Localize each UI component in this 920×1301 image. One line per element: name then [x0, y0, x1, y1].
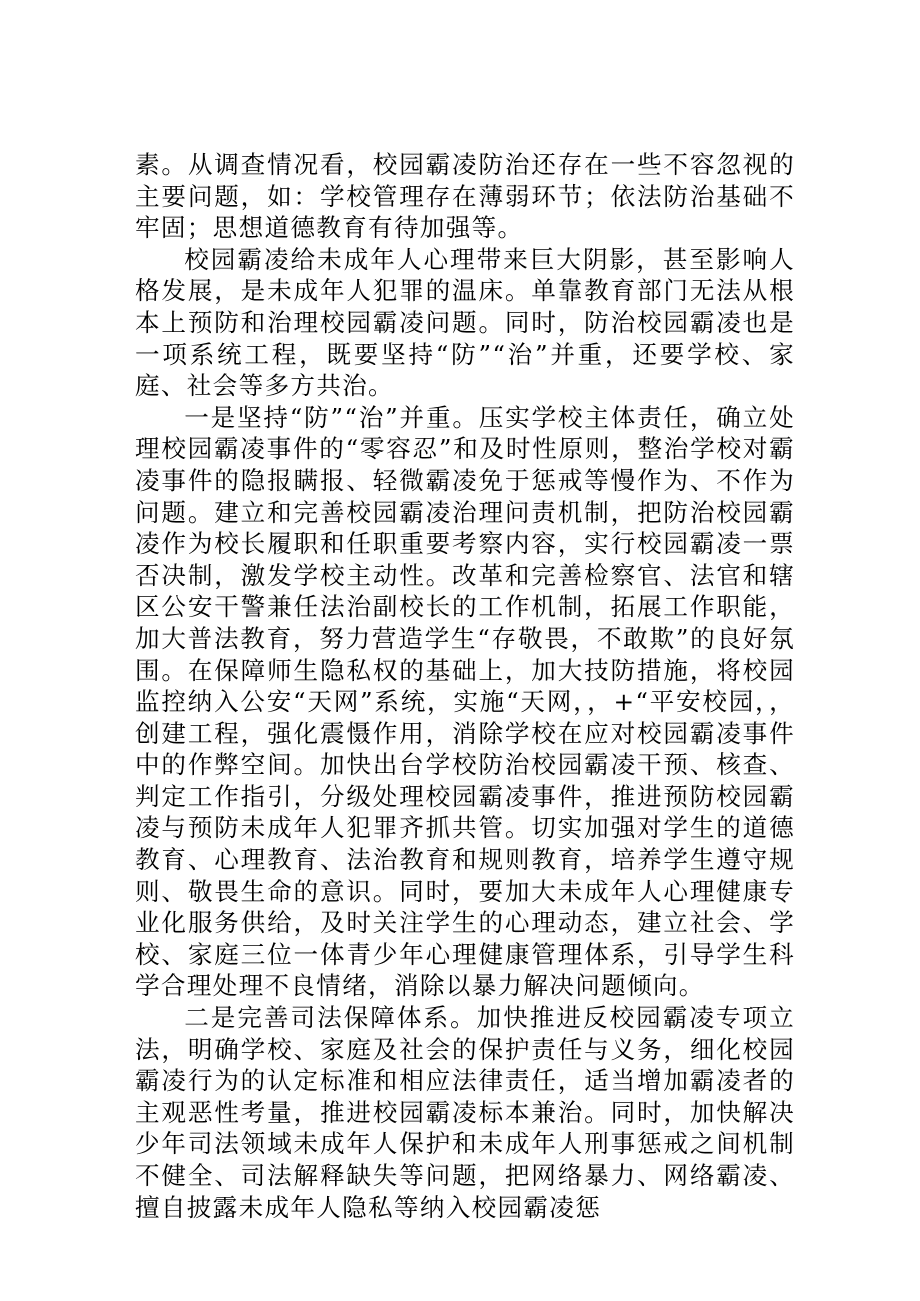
paragraph-4: 二是完善司法保障体系。加快推进反校园霸凌专项立法，明确学校、家庭及社会的保护责任与义务，细化校园霸凌行为的认定标准和相应法律责任，适当增加霸凌者的主观恶性考量，推进校园霸凌标本兼治。同时，加快解决少年司法领域未成年人保护和未成年人刑事惩戒之间机制不健全、司法解释缺失等问题，把网络暴力、网络霸凌、擅自披露未成年人隐私等纳入校园霸凌惩: [135, 1003, 795, 1222]
paragraph-1: 素。从调查情况看，校园霸凌防治还存在一些不容忽视的主要问题，如：学校管理存在薄弱环节；依法防治基础不牢固；思想道德教育有待加强等。: [135, 150, 795, 243]
paragraph-3: 一是坚持“防”“治”并重。压实学校主体责任，确立处理校园霸凌事件的“零容忍”和及时性原则，整治学校对霸凌事件的隐报瞒报、轻微霸凌免于惩戒等慢作为、不作为问题。建立和完善校园霸凌治理问责机制，把防治校园霸凌作为校长履职和任职重要考察内容，实行校园霸凌一票否决制，激发学校主动性。改革和完善检察官、法官和辖区公安干警兼任法治副校长的工作机制，拓展工作职能，加大普法教育，努力营造学生“存敬畏，不敢欺”的良好氛围。在保障师生隐私权的基础上，加大技防措施，将校园监控纳入公安“天网”系统，实施“天网，，+“平安校园，，创建工程，强化震慑作用，消除学校在应对校园霸凌事件中的作弊空间。加快出台学校防治校园霸凌干预、核查、判定工作指引，分级处理校园霸凌事件，推进预防校园霸凌与预防未成年人犯罪齐抓共管。切实加强对学生的道德教育、心理教育、法治教育和规则教育，培养学生遵守规则、敬畏生命的意识。同时，要加大未成年人心理健康专业化服务供给，及时关注学生的心理动态，建立社会、学校、家庭三位一体青少年心理健康管理体系，引导学生科学合理处理不良情绪，消除以暴力解决问题倾向。: [135, 402, 795, 1001]
document-page: [135, 149, 795, 1223]
paragraph-2: 校园霸凌给未成年人心理带来巨大阴影，甚至影响人格发展，是未成年人犯罪的温床。单靠教育部门无法从根本上预防和治理校园霸凌问题。同时，防治校园霸凌也是一项系统工程，既要坚持“防”“治”并重，还要学校、家庭、社会等多方共治。: [135, 244, 795, 401]
